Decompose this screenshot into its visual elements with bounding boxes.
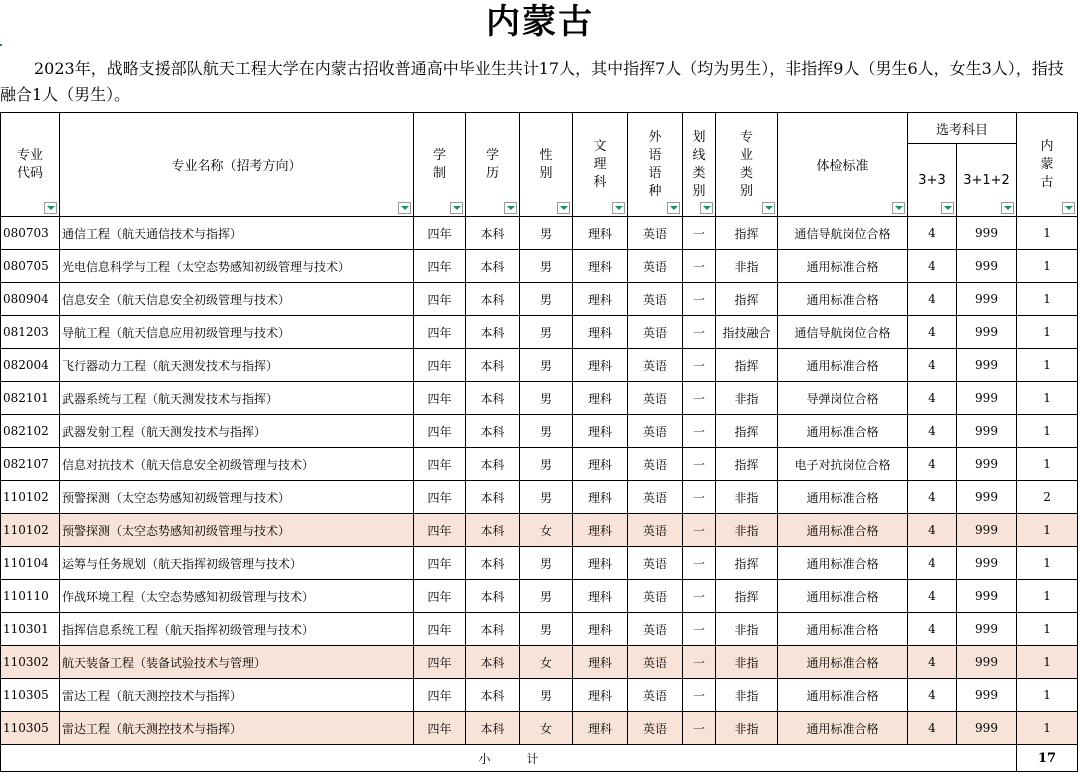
degree-cell: 本科	[466, 316, 520, 349]
major-type-cell: 指挥	[716, 217, 778, 250]
major-type-cell: 非指	[716, 481, 778, 514]
duration-cell: 四年	[414, 316, 466, 349]
subtotal-label: 小 计	[1, 745, 1017, 772]
line-type-cell: 一	[683, 382, 716, 415]
subject-3plus3-cell: 4	[908, 349, 957, 382]
subject-3plus1plus2-cell: 999	[957, 580, 1017, 613]
duration-cell: 四年	[414, 613, 466, 646]
header-sub-3plus1plus2: 3+1+2	[957, 144, 1017, 217]
track-cell: 理科	[573, 646, 628, 679]
subject-3plus1plus2-cell: 999	[957, 613, 1017, 646]
table-row	[1, 283, 1078, 316]
gender-cell: 男	[520, 580, 573, 613]
degree-cell: 本科	[466, 613, 520, 646]
duration-cell: 四年	[414, 349, 466, 382]
major-name-cell: 通信工程（航天通信技术与指挥）	[60, 217, 414, 250]
gender-cell: 女	[520, 712, 573, 745]
filter-dropdown-icon[interactable]	[557, 202, 570, 214]
physical-standard-cell: 通用标准合格	[778, 514, 908, 547]
major-type-cell: 指挥	[716, 448, 778, 481]
line-type-cell: 一	[683, 217, 716, 250]
header-sub-3plus3: 3+3	[908, 144, 957, 217]
line-type-cell: 一	[683, 547, 716, 580]
degree-cell: 本科	[466, 646, 520, 679]
degree-cell: 本科	[466, 283, 520, 316]
table-row	[1, 712, 1078, 745]
quota-cell: 1	[1017, 349, 1078, 382]
gender-cell: 男	[520, 448, 573, 481]
header-region: 内蒙古	[1017, 113, 1078, 217]
table-row	[1, 580, 1078, 613]
subject-3plus1plus2-cell: 999	[957, 349, 1017, 382]
degree-cell: 本科	[466, 547, 520, 580]
subject-3plus3-cell: 4	[908, 679, 957, 712]
physical-standard-cell: 通用标准合格	[778, 349, 908, 382]
line-type-cell: 一	[683, 316, 716, 349]
table-row	[1, 679, 1078, 712]
line-type-cell: 一	[683, 250, 716, 283]
physical-standard-cell: 导弹岗位合格	[778, 382, 908, 415]
physical-standard-cell: 通用标准合格	[778, 547, 908, 580]
quota-cell: 1	[1017, 283, 1078, 316]
filter-dropdown-icon[interactable]	[667, 202, 680, 214]
gender-cell: 男	[520, 415, 573, 448]
filter-dropdown-icon[interactable]	[1062, 202, 1075, 214]
major-code-cell: 110102	[1, 481, 60, 514]
intro-paragraph: 2023年，战略支援部队航天工程大学在内蒙古招收普通高中毕业生共计17人，其中指挥7人（均为男生），非指挥9人（男生6人，女生3人），指技融合1人（男生）。	[0, 59, 1064, 104]
filter-dropdown-icon[interactable]	[44, 202, 57, 214]
gender-cell: 男	[520, 217, 573, 250]
degree-cell: 本科	[466, 514, 520, 547]
language-cell: 英语	[628, 679, 683, 712]
major-code-cell: 110301	[1, 613, 60, 646]
duration-cell: 四年	[414, 580, 466, 613]
quota-cell: 1	[1017, 217, 1078, 250]
major-name-cell: 运筹与任务规划（航天指挥初级管理与技术）	[60, 547, 414, 580]
major-name-cell: 预警探测（太空态势感知初级管理与技术）	[60, 481, 414, 514]
physical-standard-cell: 通信导航岗位合格	[778, 316, 908, 349]
language-cell: 英语	[628, 250, 683, 283]
subject-3plus3-cell: 4	[908, 712, 957, 745]
header-physical: 体检标准	[778, 113, 908, 217]
degree-cell: 本科	[466, 250, 520, 283]
language-cell: 英语	[628, 415, 683, 448]
table-row	[1, 415, 1078, 448]
major-name-cell: 信息对抗技术（航天信息安全初级管理与技术）	[60, 448, 414, 481]
quota-cell: 1	[1017, 448, 1078, 481]
major-code-cell: 082102	[1, 415, 60, 448]
quota-cell: 1	[1017, 580, 1078, 613]
major-name-cell: 武器发射工程（航天测发技术与指挥）	[60, 415, 414, 448]
gender-cell: 男	[520, 382, 573, 415]
degree-cell: 本科	[466, 580, 520, 613]
track-cell: 理科	[573, 679, 628, 712]
subject-3plus1plus2-cell: 999	[957, 514, 1017, 547]
quota-cell: 1	[1017, 415, 1078, 448]
major-type-cell: 非指	[716, 679, 778, 712]
gender-cell: 男	[520, 613, 573, 646]
major-code-cell: 110305	[1, 679, 60, 712]
major-code-cell: 080705	[1, 250, 60, 283]
filter-dropdown-icon[interactable]	[941, 202, 954, 214]
duration-cell: 四年	[414, 217, 466, 250]
cell-selection-mark	[0, 44, 2, 46]
track-cell: 理科	[573, 349, 628, 382]
major-name-cell: 雷达工程（航天测控技术与指挥）	[60, 712, 414, 745]
filter-dropdown-icon[interactable]	[450, 202, 463, 214]
subject-3plus1plus2-cell: 999	[957, 283, 1017, 316]
major-code-cell: 110305	[1, 712, 60, 745]
major-type-cell: 指挥	[716, 547, 778, 580]
subject-3plus1plus2-cell: 999	[957, 646, 1017, 679]
subject-3plus3-cell: 4	[908, 481, 957, 514]
major-code-cell: 110104	[1, 547, 60, 580]
line-type-cell: 一	[683, 613, 716, 646]
gender-cell: 女	[520, 646, 573, 679]
major-type-cell: 指挥	[716, 349, 778, 382]
filter-dropdown-icon[interactable]	[892, 202, 905, 214]
subject-3plus1plus2-cell: 999	[957, 547, 1017, 580]
track-cell: 理科	[573, 283, 628, 316]
language-cell: 英语	[628, 283, 683, 316]
major-name-cell: 作战环境工程（太空态势感知初级管理与技术）	[60, 580, 414, 613]
quota-cell: 1	[1017, 613, 1078, 646]
language-cell: 英语	[628, 349, 683, 382]
subject-3plus3-cell: 4	[908, 250, 957, 283]
subject-3plus3-cell: 4	[908, 283, 957, 316]
quota-cell: 1	[1017, 514, 1078, 547]
major-name-cell: 航天装备工程（装备试验技术与管理）	[60, 646, 414, 679]
physical-standard-cell: 通用标准合格	[778, 481, 908, 514]
physical-standard-cell: 通用标准合格	[778, 679, 908, 712]
header-line-type: 划线类别	[683, 113, 716, 217]
language-cell: 英语	[628, 547, 683, 580]
degree-cell: 本科	[466, 712, 520, 745]
major-name-cell: 飞行器动力工程（航天测发技术与指挥）	[60, 349, 414, 382]
degree-cell: 本科	[466, 217, 520, 250]
degree-cell: 本科	[466, 382, 520, 415]
major-type-cell: 非指	[716, 250, 778, 283]
major-type-cell: 非指	[716, 712, 778, 745]
track-cell: 理科	[573, 712, 628, 745]
language-cell: 英语	[628, 316, 683, 349]
language-cell: 英语	[628, 613, 683, 646]
page-title: 内蒙古	[486, 2, 594, 42]
major-code-cell: 080703	[1, 217, 60, 250]
header-gender: 性别	[520, 113, 573, 217]
physical-standard-cell: 电子对抗岗位合格	[778, 448, 908, 481]
major-name-cell: 指挥信息系统工程（航天指挥初级管理与技术）	[60, 613, 414, 646]
line-type-cell: 一	[683, 580, 716, 613]
gender-cell: 女	[520, 514, 573, 547]
line-type-cell: 一	[683, 679, 716, 712]
physical-standard-cell: 通用标准合格	[778, 250, 908, 283]
header-language: 外语语种	[628, 113, 683, 217]
track-cell: 理科	[573, 613, 628, 646]
major-code-cell: 082101	[1, 382, 60, 415]
track-cell: 理科	[573, 580, 628, 613]
language-cell: 英语	[628, 712, 683, 745]
major-type-cell: 指技融合	[716, 316, 778, 349]
filter-dropdown-icon[interactable]	[700, 202, 713, 214]
table-row	[1, 217, 1078, 250]
subject-3plus3-cell: 4	[908, 382, 957, 415]
gender-cell: 男	[520, 481, 573, 514]
track-cell: 理科	[573, 382, 628, 415]
quota-cell: 1	[1017, 316, 1078, 349]
subject-3plus3-cell: 4	[908, 316, 957, 349]
line-type-cell: 一	[683, 283, 716, 316]
table-row	[1, 250, 1078, 283]
subject-3plus3-cell: 4	[908, 547, 957, 580]
physical-standard-cell: 通用标准合格	[778, 283, 908, 316]
duration-cell: 四年	[414, 283, 466, 316]
subject-3plus1plus2-cell: 999	[957, 712, 1017, 745]
major-type-cell: 指挥	[716, 580, 778, 613]
subject-3plus1plus2-cell: 999	[957, 448, 1017, 481]
major-type-cell: 非指	[716, 646, 778, 679]
major-code-cell: 082004	[1, 349, 60, 382]
line-type-cell: 一	[683, 448, 716, 481]
physical-standard-cell: 通用标准合格	[778, 580, 908, 613]
major-code-cell: 080904	[1, 283, 60, 316]
subject-3plus3-cell: 4	[908, 448, 957, 481]
gender-cell: 男	[520, 283, 573, 316]
degree-cell: 本科	[466, 481, 520, 514]
admissions-table	[0, 112, 1078, 772]
degree-cell: 本科	[466, 349, 520, 382]
physical-standard-cell: 通用标准合格	[778, 712, 908, 745]
track-cell: 理科	[573, 250, 628, 283]
duration-cell: 四年	[414, 679, 466, 712]
table-row	[1, 349, 1078, 382]
major-code-cell: 081203	[1, 316, 60, 349]
quota-cell: 1	[1017, 547, 1078, 580]
major-type-cell: 指挥	[716, 415, 778, 448]
filter-dropdown-icon[interactable]	[504, 202, 517, 214]
duration-cell: 四年	[414, 547, 466, 580]
major-code-cell: 110102	[1, 514, 60, 547]
header-name: 专业名称（招考方向）	[60, 113, 414, 217]
table-row	[1, 481, 1078, 514]
major-code-cell: 110302	[1, 646, 60, 679]
major-name-cell: 光电信息科学与工程（太空态势感知初级管理与技术）	[60, 250, 414, 283]
table-body	[1, 217, 1078, 745]
quota-cell: 1	[1017, 250, 1078, 283]
subject-3plus1plus2-cell: 999	[957, 250, 1017, 283]
header-duration: 学制	[414, 113, 466, 217]
degree-cell: 本科	[466, 415, 520, 448]
language-cell: 英语	[628, 382, 683, 415]
subtotal-value: 17	[1017, 745, 1078, 772]
table-row	[1, 613, 1078, 646]
major-type-cell: 指挥	[716, 283, 778, 316]
quota-cell: 1	[1017, 646, 1078, 679]
duration-cell: 四年	[414, 448, 466, 481]
subject-3plus1plus2-cell: 999	[957, 481, 1017, 514]
line-type-cell: 一	[683, 514, 716, 547]
line-type-cell: 一	[683, 712, 716, 745]
table-row	[1, 316, 1078, 349]
major-code-cell: 110110	[1, 580, 60, 613]
track-cell: 理科	[573, 217, 628, 250]
language-cell: 英语	[628, 481, 683, 514]
subject-3plus3-cell: 4	[908, 217, 957, 250]
major-name-cell: 导航工程（航天信息应用初级管理与技术）	[60, 316, 414, 349]
gender-cell: 男	[520, 316, 573, 349]
track-cell: 理科	[573, 316, 628, 349]
gender-cell: 男	[520, 547, 573, 580]
duration-cell: 四年	[414, 415, 466, 448]
line-type-cell: 一	[683, 481, 716, 514]
physical-standard-cell: 通信导航岗位合格	[778, 217, 908, 250]
major-type-cell: 非指	[716, 613, 778, 646]
subject-3plus3-cell: 4	[908, 514, 957, 547]
track-cell: 理科	[573, 547, 628, 580]
subject-3plus1plus2-cell: 999	[957, 217, 1017, 250]
track-cell: 理科	[573, 514, 628, 547]
table-row	[1, 646, 1078, 679]
subject-3plus1plus2-cell: 999	[957, 679, 1017, 712]
major-code-cell: 082107	[1, 448, 60, 481]
subject-3plus3-cell: 4	[908, 415, 957, 448]
subject-3plus1plus2-cell: 999	[957, 316, 1017, 349]
physical-standard-cell: 通用标准合格	[778, 613, 908, 646]
major-name-cell: 雷达工程（航天测控技术与指挥）	[60, 679, 414, 712]
track-cell: 理科	[573, 448, 628, 481]
header-track: 文理科	[573, 113, 628, 217]
track-cell: 理科	[573, 481, 628, 514]
filter-dropdown-icon[interactable]	[1001, 202, 1014, 214]
degree-cell: 本科	[466, 679, 520, 712]
table-row	[1, 448, 1078, 481]
gender-cell: 男	[520, 250, 573, 283]
language-cell: 英语	[628, 448, 683, 481]
physical-standard-cell: 通用标准合格	[778, 646, 908, 679]
gender-cell: 男	[520, 349, 573, 382]
header-major-type: 专业类别	[716, 113, 778, 217]
language-cell: 英语	[628, 514, 683, 547]
table-row	[1, 514, 1078, 547]
filter-dropdown-icon[interactable]	[398, 202, 411, 214]
line-type-cell: 一	[683, 646, 716, 679]
duration-cell: 四年	[414, 382, 466, 415]
language-cell: 英语	[628, 646, 683, 679]
header-degree: 学历	[466, 113, 520, 217]
line-type-cell: 一	[683, 349, 716, 382]
track-cell: 理科	[573, 415, 628, 448]
duration-cell: 四年	[414, 481, 466, 514]
major-type-cell: 非指	[716, 382, 778, 415]
major-name-cell: 武器系统与工程（航天测发技术与指挥）	[60, 382, 414, 415]
quota-cell: 2	[1017, 481, 1078, 514]
subject-3plus1plus2-cell: 999	[957, 415, 1017, 448]
quota-cell: 1	[1017, 712, 1078, 745]
header-code: 专业代码	[1, 113, 60, 217]
table-row	[1, 547, 1078, 580]
language-cell: 英语	[628, 580, 683, 613]
major-type-cell: 非指	[716, 514, 778, 547]
quota-cell: 1	[1017, 679, 1078, 712]
language-cell: 英语	[628, 217, 683, 250]
gender-cell: 男	[520, 679, 573, 712]
header-subjects: 选考科目	[908, 113, 1017, 144]
quota-cell: 1	[1017, 382, 1078, 415]
degree-cell: 本科	[466, 448, 520, 481]
subject-3plus3-cell: 4	[908, 646, 957, 679]
duration-cell: 四年	[414, 646, 466, 679]
duration-cell: 四年	[414, 250, 466, 283]
filter-dropdown-icon[interactable]	[612, 202, 625, 214]
subject-3plus1plus2-cell: 999	[957, 382, 1017, 415]
subtotal-row	[1, 745, 1078, 772]
line-type-cell: 一	[683, 415, 716, 448]
physical-standard-cell: 通用标准合格	[778, 415, 908, 448]
subject-3plus3-cell: 4	[908, 613, 957, 646]
major-name-cell: 信息安全（航天信息安全初级管理与技术）	[60, 283, 414, 316]
duration-cell: 四年	[414, 712, 466, 745]
filter-dropdown-icon[interactable]	[762, 202, 775, 214]
major-name-cell: 预警探测（太空态势感知初级管理与技术）	[60, 514, 414, 547]
subject-3plus3-cell: 4	[908, 580, 957, 613]
table-row	[1, 382, 1078, 415]
duration-cell: 四年	[414, 514, 466, 547]
